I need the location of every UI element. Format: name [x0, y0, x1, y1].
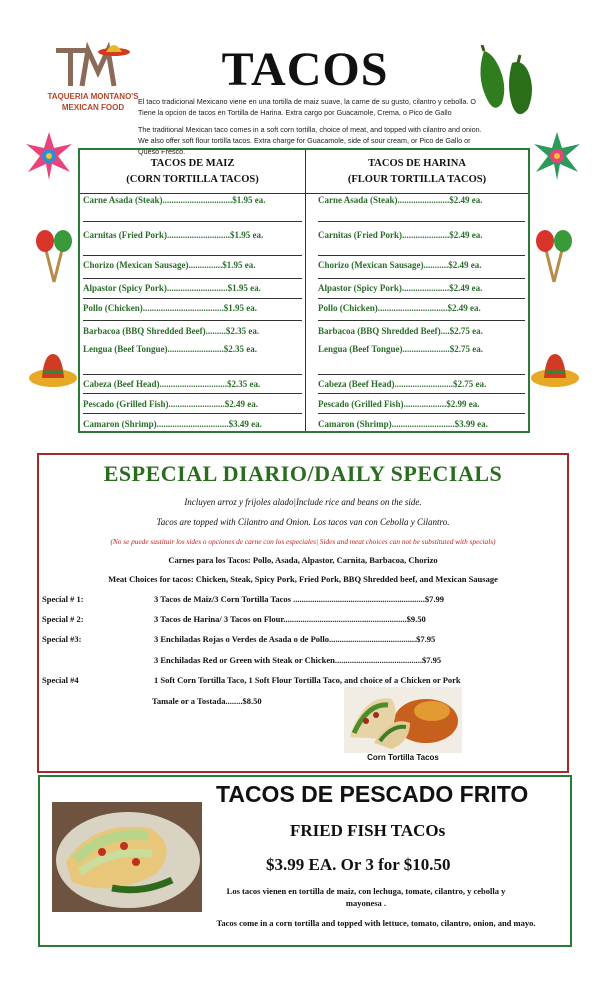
special-label: Special # 1: — [42, 594, 84, 604]
meat-choices-english: Meat Choices for tacos: Chicken, Steak, Spicy Pork, Fried Pork, BBQ Shredded beef, and Mexican Sausage — [108, 574, 498, 584]
menu-item: Chorizo (Mexican Sausage)...........$2.49 ea. — [318, 260, 525, 279]
maracas-icon — [34, 228, 74, 284]
menu-item: Barbacoa (BBQ Shredded Beef)....$2.75 ea. — [318, 326, 483, 336]
corn-column-header: TACOS DE MAIZ (CORN TORTILLA TACOS) — [126, 158, 259, 185]
photo-caption: Corn Tortilla Tacos — [367, 753, 439, 762]
menu-item: Pollo (Chicken)...............................$2.49 ea. — [318, 303, 525, 321]
menu-item: Camaron (Shrimp)................................$3.49 ea. — [83, 419, 262, 429]
menu-item: Alpastor (Spicy Pork).....................$2.49 ea. — [318, 283, 525, 299]
menu-item: Chorizo (Mexican Sausage)...............$1.95 ea. — [83, 260, 302, 279]
specials-title: ESPECIAL DIARIO/DAILY SPECIALS — [103, 461, 503, 486]
menu-item: Lengua (Beef Tongue).........................$2.35 ea. — [83, 344, 302, 375]
fish-tacos-subtitle: FRIED FISH TACOs — [290, 821, 446, 840]
menu-item: Carnitas (Fried Pork).....................$2.49 ea. — [318, 230, 525, 256]
fish-tacos-desc-english: Tacos come in a corn tortilla and topped with lettuce, tomato, cilantro, onion, and mayo. — [216, 918, 536, 928]
special-description: 3 Enchiladas Rojas o Verdes de Asada o de Pollo.........................................$7.95 — [154, 634, 436, 644]
menu-item: Carnitas (Fried Pork)............................$1.95 ea. — [83, 230, 302, 256]
menu-item: Carne Asada (Steak).......................$2.49 ea. — [318, 195, 525, 222]
no-substitution-warning: (No se puede sustituir los sides o opciones de carne con los especiales| Sides and meat choices can not be substituted with specials) — [110, 537, 496, 546]
intro-spanish: El taco tradicional Mexicano viene en una tortilla de maiz suave, la carne de su gusto, cilantro y cebolla. O Tiene la opcion de tacos en Tortilla de Harina. Extra cargo por Guacamole, Crema, o Pico de Gallo — [138, 97, 476, 117]
menu-item: Pollo (Chicken)....................................$1.95 ea. — [83, 303, 302, 321]
fish-tacos-desc-spanish: Los tacos vienen en tortilla de maiz, con lechuga, tomate, cilantro, y cebolla y mayonesa . — [226, 886, 506, 908]
special-description: 3 Tacos de Harina/ 3 Tacos on Flour..........................................................$9.50 — [154, 614, 426, 624]
menu-item: Pescado (Grilled Fish).........................$2.49 ea. — [83, 399, 302, 414]
menu-item: Alpastor (Spicy Pork)...........................$1.95 ea. — [83, 283, 302, 299]
sombrero-icon — [28, 350, 78, 390]
fish-tacos-title: TACOS DE PESCADO FRITO — [216, 781, 529, 807]
corn-tortilla-column — [80, 150, 306, 431]
pinata-star-icon — [24, 130, 74, 182]
special-description: 3 Tacos de Maiz/3 Corn Tortilla Tacos ..............................................................$7.99 — [154, 594, 444, 604]
special-label: Special #3: — [42, 634, 82, 644]
pinata-star-icon — [532, 130, 582, 182]
menu-item: Barbacoa (BBQ Shredded Beef).........$2.35 ea. — [83, 326, 260, 336]
page-title: TACOS — [221, 43, 389, 96]
menu-item: Pescado (Grilled Fish)...................$2.99 ea. — [318, 399, 525, 414]
corn-tacos-photo — [344, 687, 462, 767]
menu-item: Cabeza (Beef Head)..........................$2.75 ea. — [318, 379, 525, 394]
flour-tortilla-column — [306, 150, 528, 431]
fish-tacos-price: $3.99 EA. Or 3 for $10.50 — [266, 855, 451, 874]
flour-column-header: TACOS DE HARINA (FLOUR TORTILLA TACOS) — [347, 158, 487, 185]
specials-toppings-note: Tacos are topped with Cilantro and Onion. Los tacos van con Cebolla y Cilantro. — [156, 517, 450, 527]
special-description: 3 Enchiladas Red or Green with Steak or Chicken.........................................$7.95 — [154, 655, 442, 665]
restaurant-logo — [38, 42, 148, 114]
special-4-continued: Tamale or a Tostada........$8.50 — [152, 696, 262, 706]
meat-choices-spanish: Carnes para los Tacos: Pollo, Asada, Alpastor, Carnita, Barbacoa, Chorizo — [168, 555, 438, 565]
menu-item: Cabeza (Beef Head)..............................$2.35 ea. — [83, 379, 302, 394]
menu-item: Carne Asada (Steak)...............................$1.95 ea. — [83, 195, 302, 222]
menu-item: Lengua (Beef Tongue).....................$2.75 ea. — [318, 344, 525, 375]
specials-rice-beans-note: Incluyen arroz y frijoles alado|Include rice and beans on the side. — [184, 497, 422, 507]
special-description: 1 Soft Corn Tortilla Taco, 1 Soft Flour Tortilla Taco, and choice of a Chicken or Pork — [154, 675, 461, 685]
special-label: Special #4 — [42, 675, 79, 685]
taco-price-table — [78, 148, 530, 433]
daily-specials-box — [37, 453, 569, 773]
intro-english: The traditional Mexican taco comes in a soft corn tortilla, choice of meat, and topped with cilantro and onion. We also offer soft flour tortilla tacos. Extra charge for Guacamole, side of sour cream, or Pico de Gallo or Queso Fresco. — [138, 125, 482, 156]
tm-logo-icon — [52, 42, 132, 90]
logo-subtitle: MEXICAN FOOD — [61, 103, 125, 112]
logo-name: TAQUERIA MONTANO'S — [47, 92, 139, 101]
fish-tacos-photo — [52, 802, 202, 912]
special-label: Special # 2: — [42, 614, 84, 624]
tacos-plate-image — [344, 687, 462, 753]
fried-fish-tacos-box — [38, 775, 572, 947]
menu-item: Camaron (Shrimp)............................$3.99 ea. — [318, 419, 488, 429]
sombrero-icon — [530, 350, 580, 390]
maracas-icon — [534, 228, 574, 284]
